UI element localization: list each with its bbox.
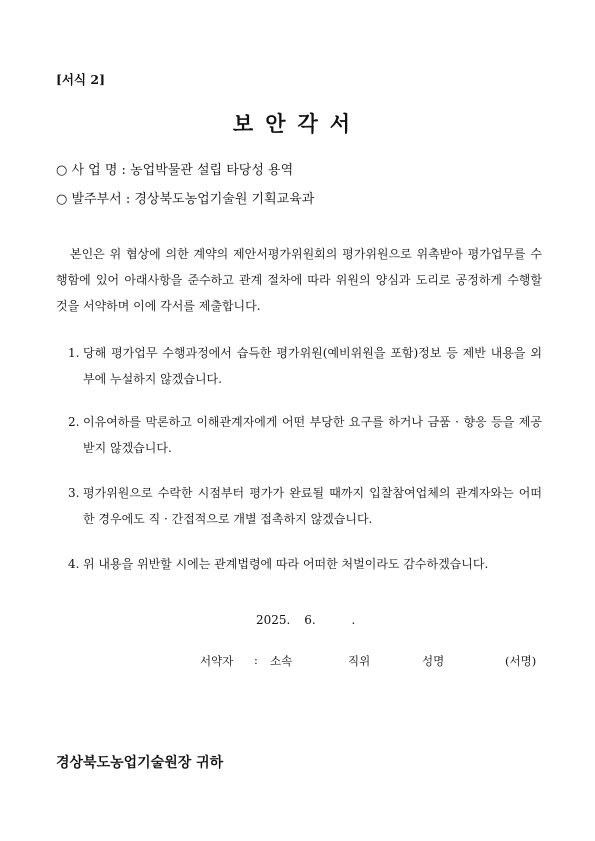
pledge-text: 당해 평가업무 수행과정에서 습득한 평가위원(예비위원을 포함)정보 등 제반 내용을 외부에 누설하지 않겠습니다. <box>83 346 542 386</box>
pledge-text: 위 내용을 위반할 시에는 관계법령에 따라 어떠한 처벌이라도 감수하겠습니다. <box>83 557 489 571</box>
addressee: 경상북도농업기술원장 귀하 <box>56 755 224 771</box>
pledge-number: 1. <box>68 346 80 360</box>
form-number-label: [서식 2] <box>56 72 106 87</box>
signer-label: 서약자 <box>200 654 234 668</box>
pledge-text: 이유여하를 막론하고 이해관계자에게 어떤 부당한 요구를 하거나 금품 · 향응 등을 제공받지 않겠습니다. <box>83 415 542 455</box>
sign-label: (서명) <box>505 654 537 668</box>
project-name-label: ○ 사 업 명 : <box>56 163 126 178</box>
date-day: . <box>351 613 356 627</box>
intro-paragraph: 본인은 위 협상에 의한 계약의 제안서평가위원회의 평가위원으로 위촉받아 평가업무를 수행함에 있어 아래사항을 준수하고 관계 절차에 따라 위원의 양심과 도리로 공정하게 수행할 것을 서약하며 이에 각서를 제출합니다. <box>56 247 542 313</box>
date-line <box>256 613 365 627</box>
pledge-number: 2. <box>68 415 80 429</box>
affiliation-label: 소속 <box>270 654 293 668</box>
project-name-row <box>56 159 293 178</box>
pledge-text: 평가위원으로 수락한 시점부터 평가가 완료될 때까지 입찰참여업체의 관계자와는 어떠한 경우에도 직 · 간접적으로 개별 접촉하지 않겠습니다. <box>83 486 542 526</box>
pledge-item <box>68 409 542 461</box>
document-title: 보안각서 <box>232 111 363 136</box>
pledge-number: 4. <box>68 557 80 571</box>
position-label: 직위 <box>348 654 371 668</box>
name-label: 성명 <box>422 654 445 668</box>
ordering-department-value: 경상북도농업기술원 기획교육과 <box>134 192 315 207</box>
date-month: 6. <box>304 613 316 627</box>
project-name-value: 농업박물관 설립 타당성 용역 <box>130 163 294 178</box>
pledge-item <box>68 480 542 532</box>
pledge-item <box>68 551 542 577</box>
ordering-department-row <box>56 188 314 207</box>
ordering-department-label: ○ 발주부서 : <box>56 192 131 207</box>
date-year: 2025. <box>256 613 291 627</box>
pledge-number: 3. <box>68 486 80 500</box>
signature-row <box>200 653 545 671</box>
pledge-item <box>68 340 542 392</box>
signer-colon: : <box>254 653 258 667</box>
